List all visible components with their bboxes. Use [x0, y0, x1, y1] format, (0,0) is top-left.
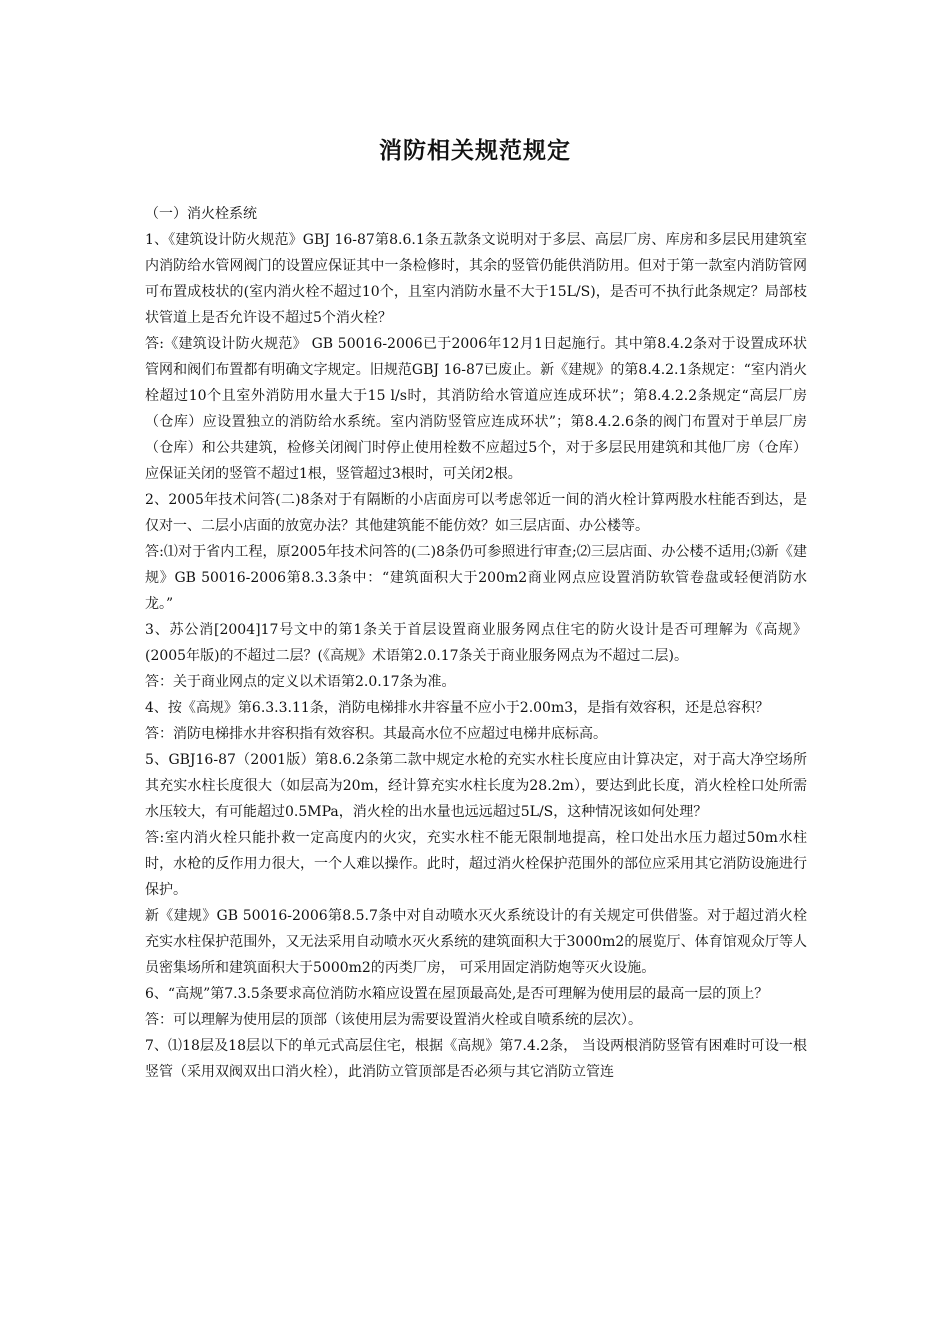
- paragraph-a6: 答：可以理解为使用层的顶部（该使用层为需要设置消火栓或自喷系统的层次）。: [145, 1012, 642, 1028]
- paragraph-a3: 答：关于商业网点的定义以术语第2.0.17条为准。: [145, 674, 456, 690]
- paragraph-q6: 6、“高规”第7.3.5条要求高位消防水箱应设置在屋顶最高处,是否可理解为使用层的最高一层的顶上？: [145, 986, 769, 1002]
- paragraph-q3: 3、苏公消[2004]17号文中的第1条关于首层设置商业服务网点住宅的防火设计是否可理解为《高规》(2005年版)的不超过二层？(《高规》术语第2.0.17条关于商业服务网点为不超过二层)。: [145, 622, 807, 664]
- document-title: 消防相关规范规定: [379, 138, 571, 164]
- paragraph-a5-note: 新《建规》GB 50016-2006第8.5.7条中对自动喷水灭火系统设计的有关规定可供借鉴。对于超过消火栓充实水柱保护范围外，又无法采用自动喷水灭火系统的建筑面积大于3000m2的展览厅、体育馆观众厅等人员密集场所和建筑面积大于5000m2的丙类厂房， 可采用固定消防炮等灭火设施。: [145, 908, 807, 976]
- paragraph-q7: 7、⑴18层及18层以下的单元式高层住宅，根据《高规》第7.4.2条， 当设两根消防竖管有困难时可设一根竖管（采用双阀双出口消火栓），此消防立管顶部是否必须与其它消防立管连: [145, 1038, 807, 1080]
- paragraph-a5: 答:室内消火栓只能扑救一定高度内的火灾，充实水柱不能无限制地提高，栓口处出水压力超过50m水柱时，水枪的反作用力很大，一个人难以操作。此时，超过消火栓保护范围外的部位应采用其它消防设施进行保护。: [145, 830, 807, 898]
- document-body: [145, 201, 807, 1085]
- paragraph-a1: 答:《建筑设计防火规范》 GB 50016-2006已于2006年12月1日起施行。其中第8.4.2条对于设置成环状管网和阀们布置都有明确文字规定。旧规范GBJ 16-87已废止。新《建规》的第8.4.2.1条规定：“室内消火栓超过10个且室外消防用水量大于15 l/s时，其消防给水管道应连成环状”；第8.4.2.2条规定“高层厂房（仓库）应设置独立的消防给水系统。室内消防竖管应连成环状”；第8.4.2.6条的阀门布置对于单层厂房（仓库）和公共建筑，检修关闭阀门时停止使用栓数不应超过5个，对于多层民用建筑和其他厂房（仓库）应保证关闭的竖管不超过1根，竖管超过3根时，可关闭2根。: [145, 336, 807, 482]
- paragraph-q5: 5、GBJ16-87（2001版）第8.6.2条第二款中规定水枪的充实水柱长度应由计算决定，对于高大净空场所其充实水柱长度很大（如层高为20m，经计算充实水柱长度为28.2m），要达到此长度，消火栓栓口处所需水压较大，有可能超过0.5MPa，消火栓的出水量也远远超过5L/S，这种情况该如何处理？: [145, 752, 807, 820]
- paragraph-a4: 答：消防电梯排水井容积指有效容积。其最高水位不应超过电梯井底标高。: [145, 726, 607, 742]
- section-heading: （一）消火栓系统: [145, 206, 257, 222]
- paragraph-a2: 答:⑴对于省内工程，原2005年技术问答的(二)8条仍可参照进行审查;⑵三层店面、办公楼不适用;⑶新《建规》GB 50016-2006第8.3.3条中：“建筑面积大于200m2商业网点应设置消防软管卷盘或轻便消防水龙。”: [145, 544, 807, 612]
- paragraph-q2: 2、2005年技术问答(二)8条对于有隔断的小店面房可以考虑邻近一间的消火栓计算两股水柱能否到达，是仅对一、二层小店面的放宽办法？其他建筑能不能仿效？如三层店面、办公楼等。: [145, 492, 807, 534]
- paragraph-q1: 1、《建筑设计防火规范》GBJ 16-87第8.6.1条五款条文说明对于多层、高层厂房、库房和多层民用建筑室内消防给水管网阀门的设置应保证其中一条检修时，其余的竖管仍能供消防用。但对于第一款室内消防管网可布置成枝状的(室内消火栓不超过10个，且室内消防水量不大于15L/S)，是否可不执行此条规定？局部枝状管道上是否允许设不超过5个消火栓？: [145, 232, 807, 326]
- paragraph-q4: 4、按《高规》第6.3.3.11条，消防电梯排水井容量不应小于2.00m3，是指有效容积，还是总容积？: [145, 700, 770, 716]
